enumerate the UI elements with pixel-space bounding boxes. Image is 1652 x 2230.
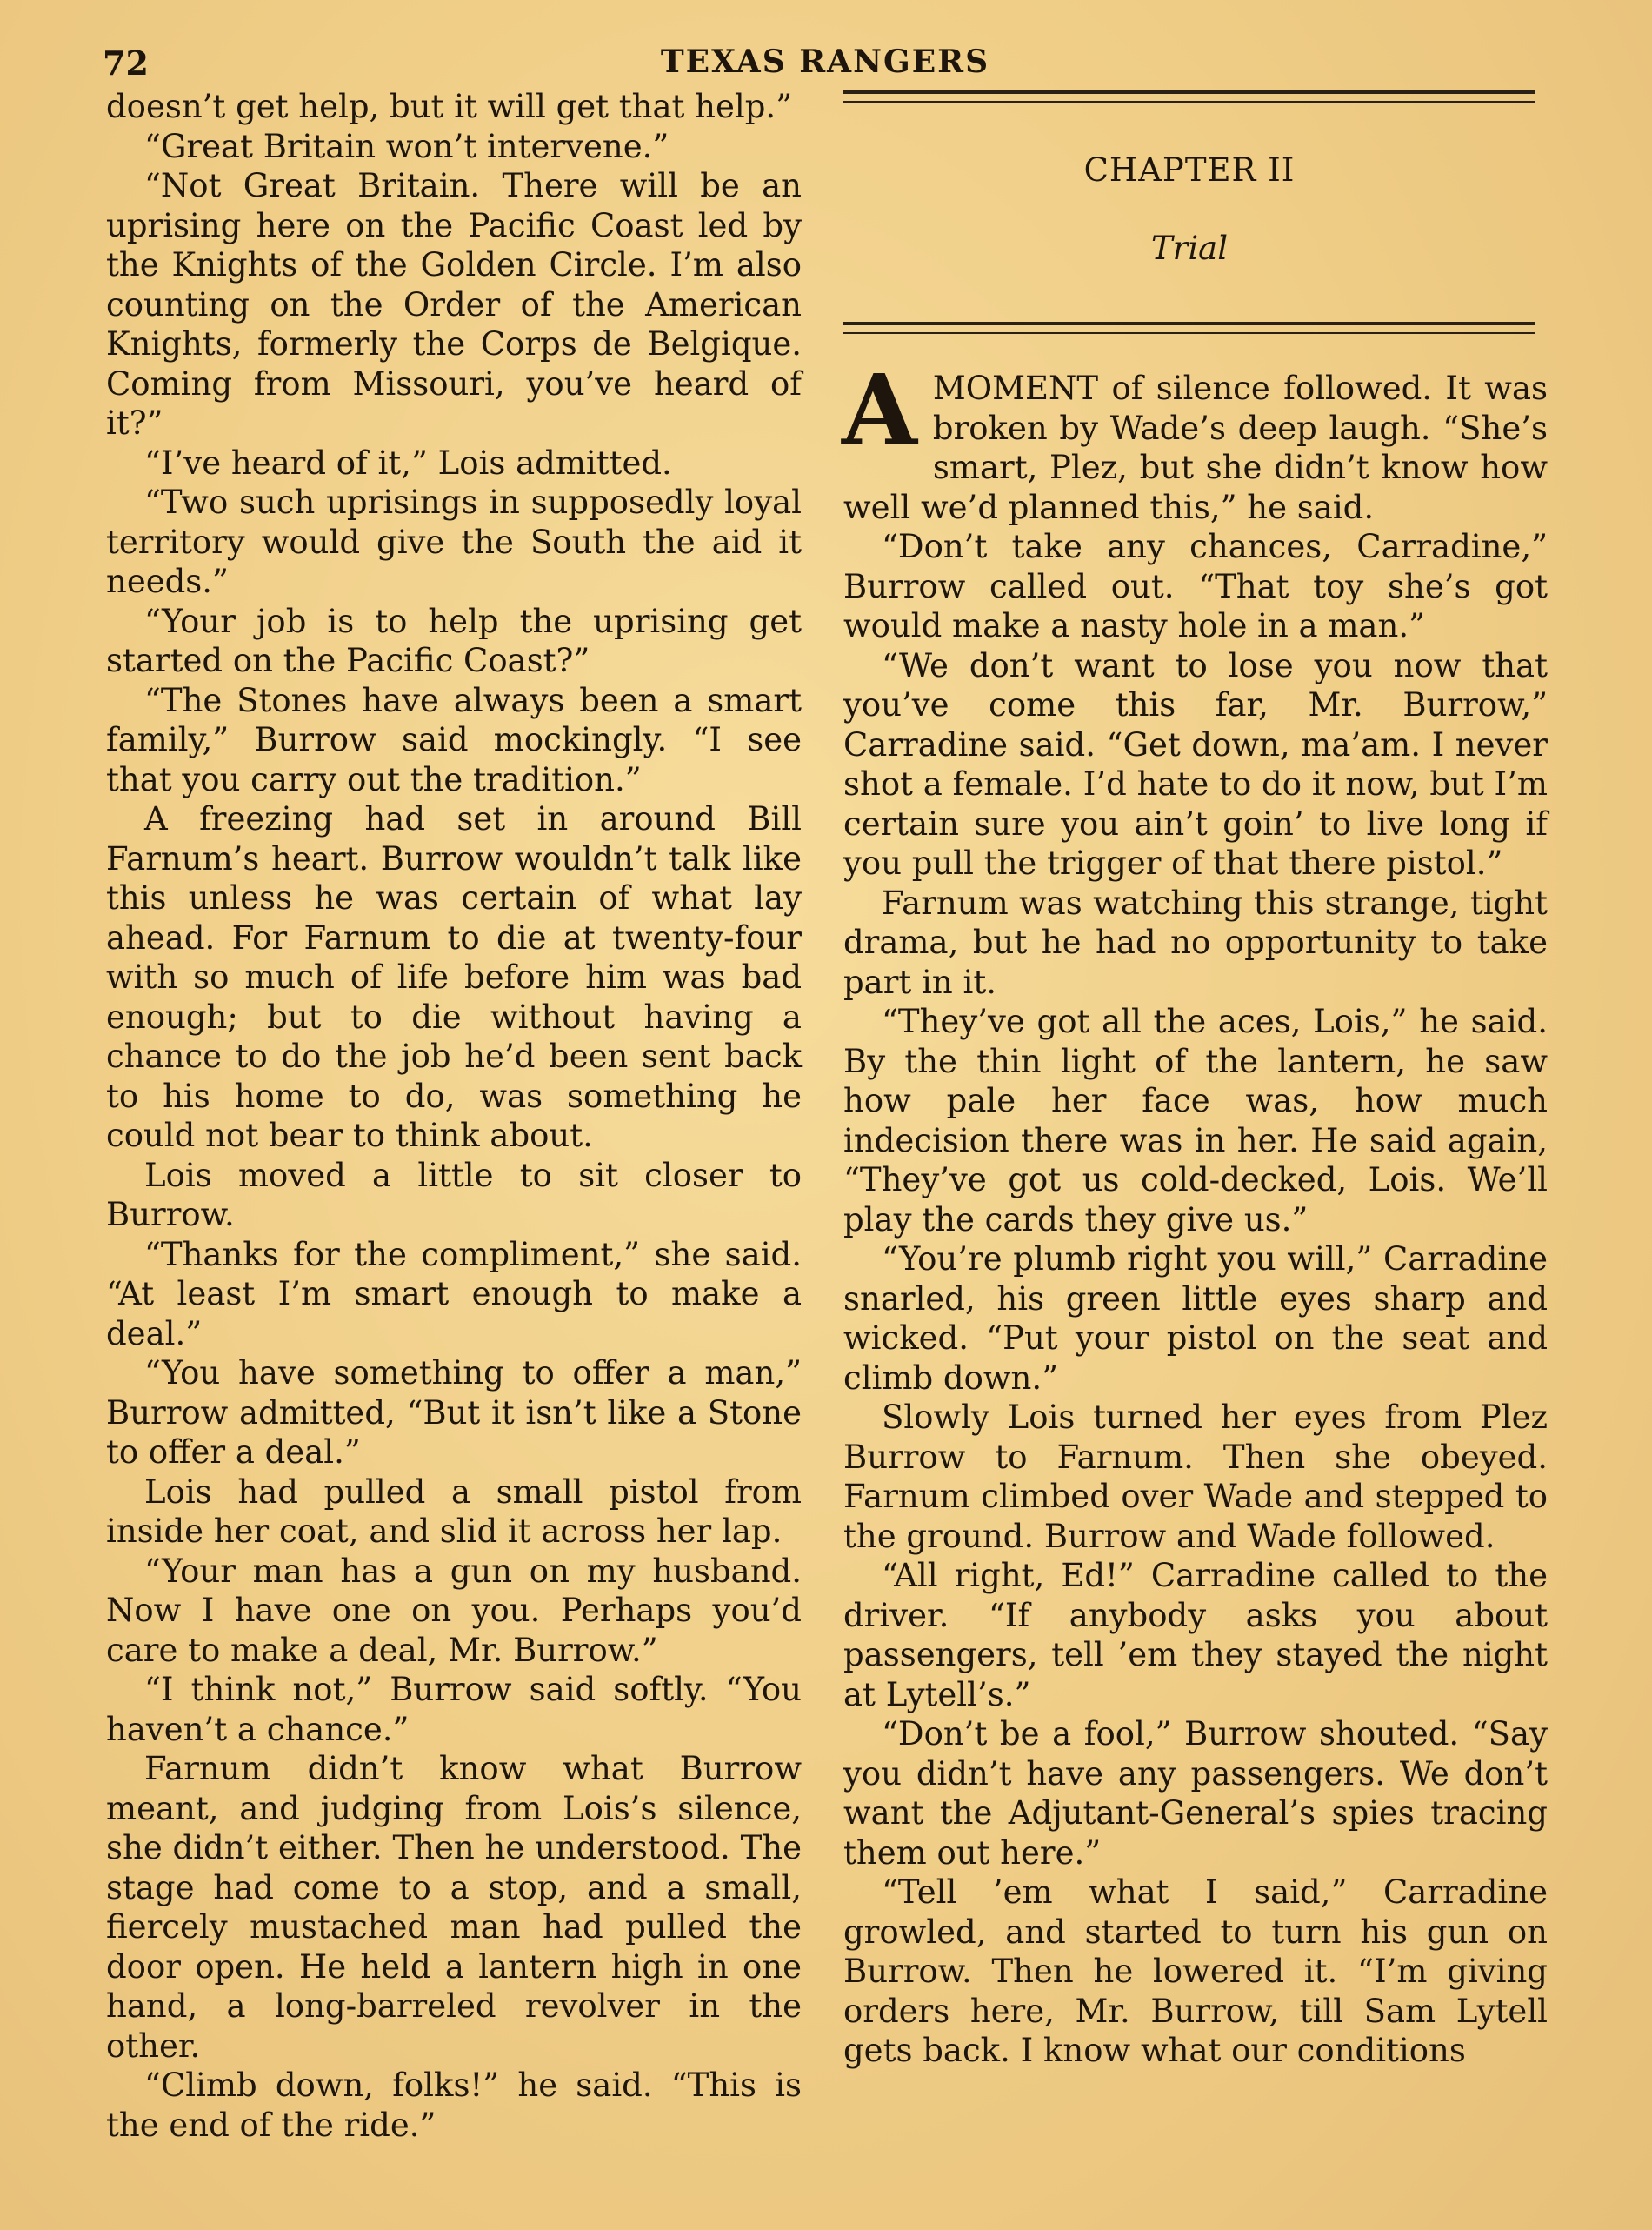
paragraph: “Climb down, folks!” he said. “This is the end of the ride.” [106,2066,802,2144]
paragraph: “All right, Ed!” Carradine called to the driver. “If anybody asks you about passengers, tell ’em they stayed the night at Lytell’s.” [843,1557,1548,1713]
chapter-heading-box [843,90,1535,337]
paragraph: “Your job is to help the uprising get started on the Pacific Coast?” [106,602,802,679]
paragraph: “Don’t take any chances, Carradine,” Burrow called out. “That toy she’s got would make a nasty hole in a man.” [843,528,1548,644]
paragraph: “Tell ’em what I said,” Carradine growled, and started to turn his gun on Burrow. Then he lowered it. “I’m giving orders here, Mr. Burrow, till Sam Lytell gets back. I know what our conditions [843,1873,1548,2069]
paragraph: Lois had pulled a small pistol from inside her coat, and slid it across her lap. [106,1472,802,1550]
paragraph: “Not Great Britain. There will be an uprising here on the Pacific Coast led by the Knights of the Golden Circle. I’m also counting on the Order of the American Knights, formerly the Corps de Belgique. Coming from Missouri, you’ve heard of it?” [106,167,802,442]
paragraph: “Thanks for the compliment,” she said. “At least I’m smart enough to make a deal.” [106,1235,802,1352]
paragraph: “The Stones have always been a smart family,” Burrow said mockingly. “I see that you carry out the tradition.” [106,681,802,798]
opening-paragraph-text: MOMENT of silence followed. It was broken by Wade’s deep laugh. “She’s smart, Plez, but she didn’t know how well we’d planned this,” he said. [843,370,1548,526]
paragraph: “We don’t want to lose you now that you’ve come this far, Mr. Burrow,” Carradine said. “Get down, ma’am. I never shot a female. I’d hate to do it now, but I’m certain sure you ain’t goin’ to live long if you pull the trigger of that there pistol.” [843,646,1548,882]
paragraph: “You have something to offer a man,” Burrow admitted, “But it isn’t like a Stone to offer a deal.” [106,1354,802,1471]
double-rule-top [843,90,1535,103]
paragraph: doesn’t get help, but it will get that help.” [106,88,793,125]
opening-paragraph [842,354,1548,527]
paragraph: Lois moved a little to sit closer to Burrow. [106,1156,802,1233]
paragraph: “Two such uprisings in supposedly loyal territory would give the South the aid it needs.” [106,484,802,600]
paragraph: “Great Britain won’t intervene.” [144,127,669,165]
page-number: 72 [103,43,149,83]
paragraph: “Don’t be a fool,” Burrow shouted. “Say you didn’t have any passengers. We don’t want the Adjutant-General’s spies tracing them out here.” [843,1715,1548,1872]
paragraph: “You’re plumb right you will,” Carradine snarled, his green little eyes sharp and wicked. “Put your pistol on the seat and climb down.” [843,1240,1548,1397]
paragraph: Farnum was watching this strange, tight drama, but he had no opportunity to take part in it. [843,884,1548,1001]
paragraph: A freezing had set in around Bill Farnum’s heart. Burrow wouldn’t talk like this unless he was certain of what lay ahead. For Farnum to die at twenty-four with so much of life before him was bad enough; but to die without having a chance to do the job he’d been sent back to his home to do, was something he could not bear to think about. [106,800,802,1154]
paragraph: Farnum didn’t know what Burrow meant, and judging from Lois’s silence, she didn’t either. Then he understood. The stage had come to a stop, and a small, fiercely mustached man had pulled the door open. He held a lantern high in one hand, a long-barreled revolver in the other. [106,1750,802,2065]
left-column [106,87,802,2145]
chapter-heading: CHAPTER II [1083,151,1296,189]
paragraph: “Your man has a gun on my husband. Now I have one on you. Perhaps you’d care to make a deal, Mr. Burrow.” [106,1552,802,1669]
paragraph: “I think not,” Burrow said softly. “You haven’t a chance.” [106,1671,802,1748]
paragraph: “They’ve got all the aces, Lois,” he said. By the thin light of the lantern, he saw how pale her face was, how much indecision there was in her. He said again, “They’ve got us cold-decked, Lois. We’ll play the cards they give us.” [843,1003,1548,1239]
right-column [842,354,1548,2071]
page-header [103,43,1548,87]
running-title: TEXAS RANGERS [660,43,990,80]
chapter-subtitle: Trial [1150,230,1229,267]
double-rule-bottom [843,322,1535,334]
drop-cap: A [842,354,917,468]
paragraph: Slowly Lois turned her eyes from Plez Burrow to Farnum. Then she obeyed. Farnum climbed over Wade and stepped to the ground. Burrow and Wade followed. [843,1399,1548,1555]
paragraph: “I’ve heard of it,” Lois admitted. [144,444,672,482]
